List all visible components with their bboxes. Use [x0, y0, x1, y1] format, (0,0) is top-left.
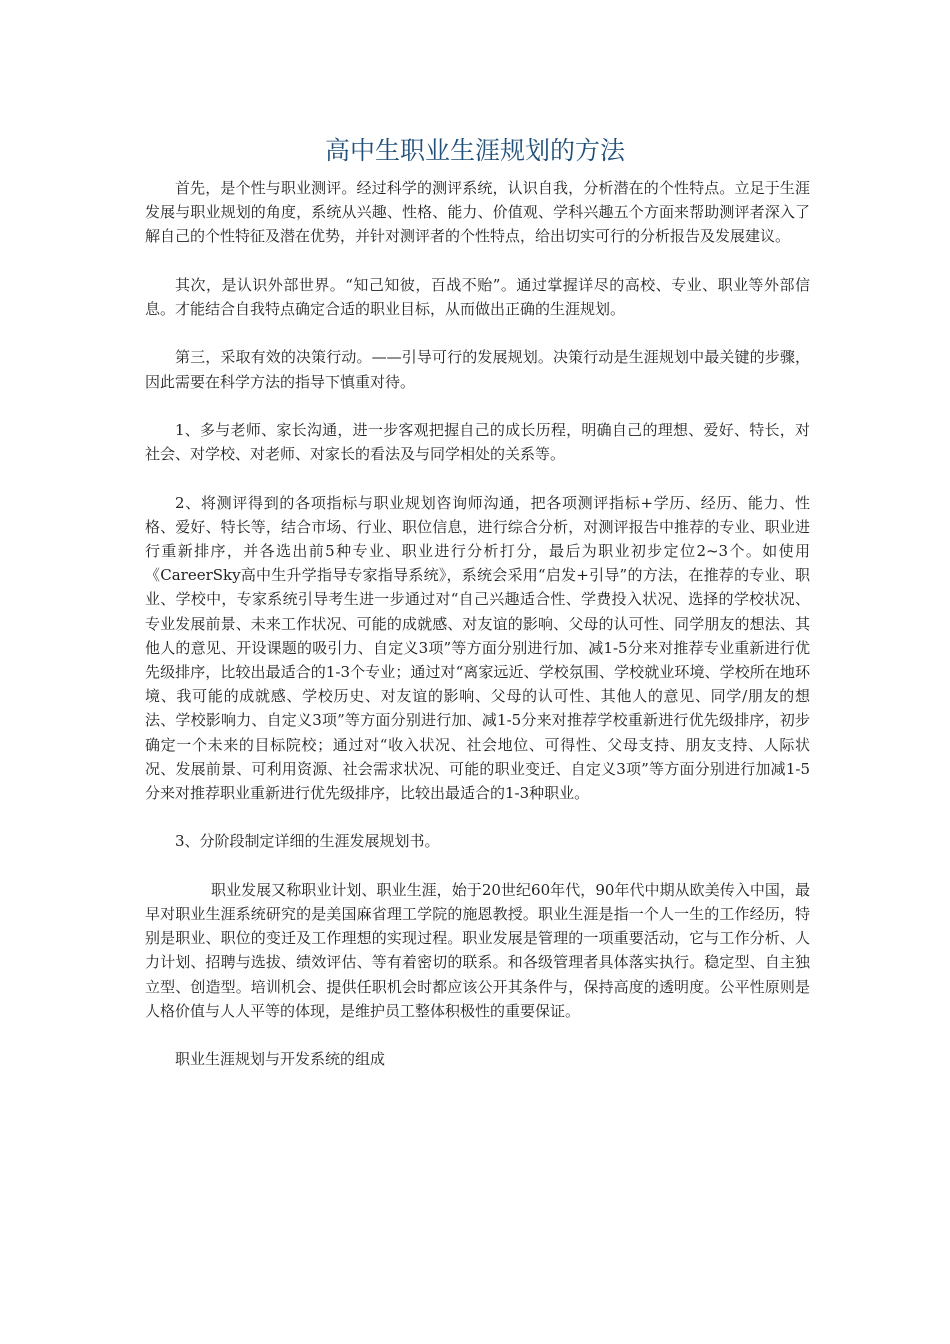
paragraph-spacer	[145, 854, 810, 878]
document-title: 高中生职业生涯规划的方法	[324, 136, 625, 165]
paragraph-spacer	[145, 466, 810, 490]
paragraph-external-world: 其次，是认识外部世界。“知己知彼，百战不贻”。通过掌握详尽的高校、专业、职业等外部信息。才能结合自我特点确定合适的职业目标，从而做出正确的生涯规划。	[145, 275, 810, 318]
paragraph-career-development: 职业发展又称职业计划、职业生涯，始于20世纪60年代，90年代中期从欧美传入中国，最早对职业生涯系统研究的是美国麻省理工学院的施恩教授。职业生涯是指一个人一生的工作经历，特别是职业、职位的变迁及工作理想的实现过程。职业发展是管理的一项重要活动，它与工作分析、人力计划、招聘与选拔、绩效评估、等有着密切的联系。和各级管理者具体落实执行。稳定型、自主独立型、创造型。培训机会、提供任职机会时都应该公开其条件与，保持高度的透明度。公平性原则是人格价值与人人平等的体现，是维护员工整体积极性的重要保证。	[145, 880, 810, 1020]
paragraph-spacer	[145, 249, 810, 273]
list-item-2-assessment-consulting: 2、将测评得到的各项指标与职业规划咨询师沟通，把各项测评指标+学历、经历、能力、性格、爱好、特长等，结合市场、行业、职位信息，进行综合分析，对测评报告中推荐的专业、职业进行重新排序，并各选出前5种专业、职业进行分析打分，最后为职业初步定位2~3个。如使用《CareerSky高中生升学指导专家指导系统》，系统会采用“启发+引导”的方法，在推荐的专业、职业、学校中，专家系统引导考生进一步通过对“自己兴趣适合性、学费投入状况、选择的学校状况、专业发展前景、未来工作状况、可能的成就感、对友谊的影响、父母的认可性、同学朋友的想法、其他人的意见、开设课题的吸引力、自定义3项”等方面分别进行加、减1-5分来对推荐专业重新进行优先级排序，比较出最适合的1-3个专业；通过对“离家远近、学校氛围、学校就业环境、学校所在地环境、我可能的成就感、学校历史、对友谊的影响、父母的认可性、其他人的意见、同学/朋友的想法、学校影响力、自定义3项”等方面分别进行加、减1-5分来对推荐学校重新进行优先级排序，初步确定一个未来的目标院校；通过对“收入状况、社会地位、可得性、父母支持、朋友支持、人际状况、发展前景、可利用资源、社会需求状况、可能的职业变迁、自定义3项”等方面分别进行加减1-5分来对推荐职业重新进行优先级排序，比较出最适合的1-3种职业。	[145, 493, 810, 803]
document-body	[145, 176, 810, 1071]
paragraph-decision-action: 第三，采取有效的决策行动。——引导可行的发展规划。决策行动是生涯规划中最关键的步骤，因此需要在科学方法的指导下慎重对待。	[145, 348, 810, 391]
paragraph-system-composition: 职业生涯规划与开发系统的组成	[175, 1050, 386, 1069]
paragraph-spacer	[145, 321, 810, 345]
list-item-1-communication: 1、多与老师、家长沟通，进一步客观把握自己的成长历程，明确自己的理想、爱好、特长，对社会、对学校、对老师、对家长的看法及与同学相处的关系等。	[145, 420, 810, 464]
paragraph-personality-assessment: 首先，是个性与职业测评。经过科学的测评系统，认识自我，分析潜在的个性特点。立足于生涯发展与职业规划的角度，系统从兴趣、性格、能力、价值观、学科兴趣五个方面来帮助测评者深入了解自己的个性特征及潜在优势，并针对测评者的个性特点，给出切实可行的分析报告及发展建议。	[145, 179, 810, 246]
list-item-3-development-plan: 3、分阶段制定详细的生涯发展规划书。	[175, 832, 440, 851]
paragraph-spacer	[145, 805, 810, 829]
paragraph-spacer	[145, 1023, 810, 1047]
paragraph-spacer	[145, 394, 810, 418]
